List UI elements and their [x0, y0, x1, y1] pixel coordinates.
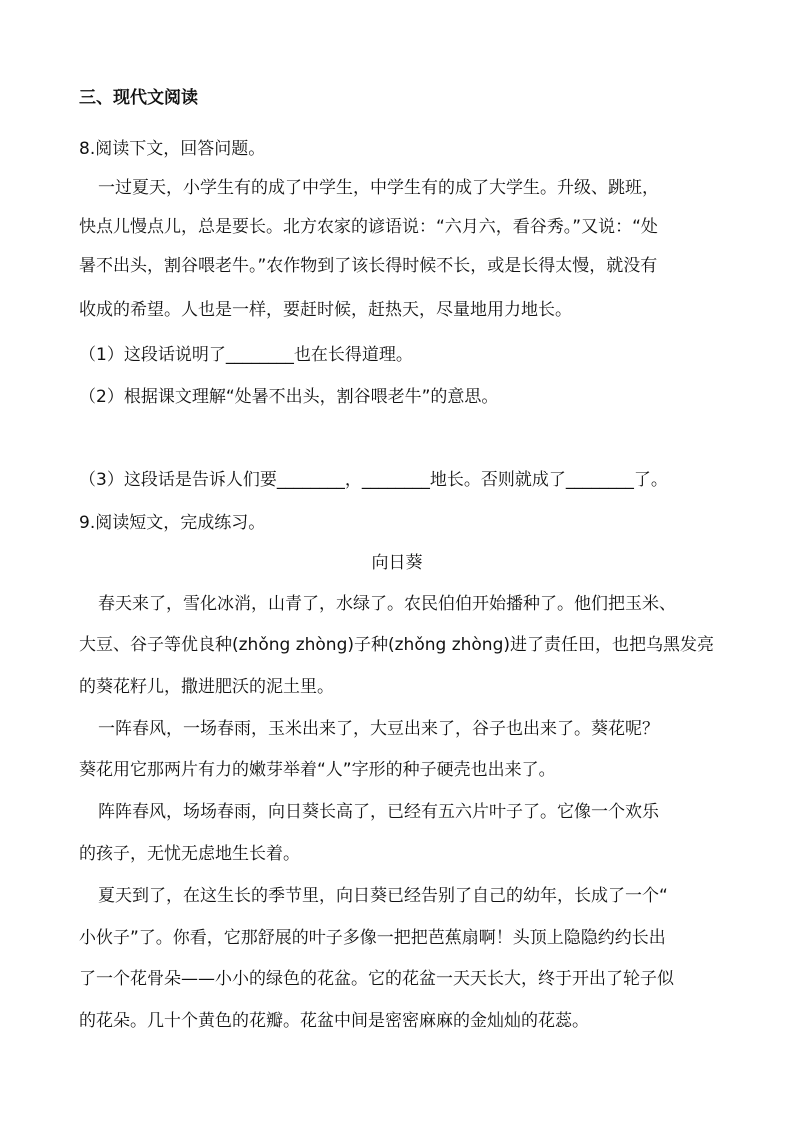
q9-p4-line-3: 了一个花骨朵——小小的绿色的花盆。它的花盆一天天长大，终于开出了轮子似 — [79, 969, 674, 989]
q8-subquestion-1: （1）这段话说明了________也在长得道理。 — [79, 345, 413, 365]
question-9-prompt: 9.阅读短文，完成练习。 — [79, 513, 266, 533]
q8-subquestion-2: （2）根据课文理解“处暑不出头，割谷喂老牛”的意思。 — [79, 387, 499, 407]
q9-p3-line-1: 阵阵春风，场场春雨，向日葵长高了，已经有五六片叶子了。它像一个欢乐 — [98, 802, 659, 822]
q8-passage-line-1: 一过夏天，小学生有的成了中学生，中学生有的成了大学生。升级、跳班， — [98, 178, 659, 198]
q9-p4-line-1: 夏天到了，在这生长的季节里，向日葵已经告别了自己的幼年，长成了一个“ — [98, 886, 668, 906]
q8-passage-line-4: 收成的希望。人也是一样，要赶时候，赶热天，尽量地用力地长。 — [79, 300, 572, 320]
q9-p1-line-3: 的葵花籽儿，撒进肥沃的泥土里。 — [79, 677, 334, 697]
q9-p1-line-1: 春天来了，雪化冰消，山青了，水绿了。农民伯伯开始播种了。他们把玉米、 — [98, 594, 676, 614]
passage-title: 向日葵 — [371, 553, 423, 573]
q9-p4-line-2: 小伙子”了。你看，它那舒展的叶子多像一把把芭蕉扇啊！头顶上隐隐约约长出 — [79, 928, 666, 948]
q9-p2-line-2: 葵花用它那两片有力的嫩芽举着“人”字形的种子硬壳也出来了。 — [79, 760, 556, 780]
q9-p1-line-2: 大豆、谷子等优良种(zhǒng zhòng)子种(zhǒng zhòng)进了责任田，也把乌黑发亮 — [79, 635, 714, 655]
question-8-prompt: 8.阅读下文，回答问题。 — [79, 139, 266, 159]
q8-passage-line-2: 快点儿慢点儿，总是要长。北方农家的谚语说：“六月六，看谷秀。”又说：“处 — [79, 217, 658, 237]
q8-passage-line-3: 暑不出头，割谷喂老牛。”农作物到了该长得时候不长，或是长得太慢，就没有 — [79, 256, 658, 276]
q9-p2-line-1: 一阵春风，一场春雨，玉米出来了，大豆出来了，谷子也出来了。葵花呢？ — [98, 719, 659, 739]
q9-p4-line-4: 的花朵。几十个黄色的花瓣。花盆中间是密密麻麻的金灿灿的花蕊。 — [79, 1011, 589, 1031]
q8-subquestion-3: （3）这段话是告诉人们要________，________地长。否则就成了________了。 — [79, 470, 668, 490]
section-heading: 三、现代文阅读 — [79, 88, 198, 108]
q9-p3-line-2: 的孩子，无忧无虑地生长着。 — [79, 844, 300, 864]
